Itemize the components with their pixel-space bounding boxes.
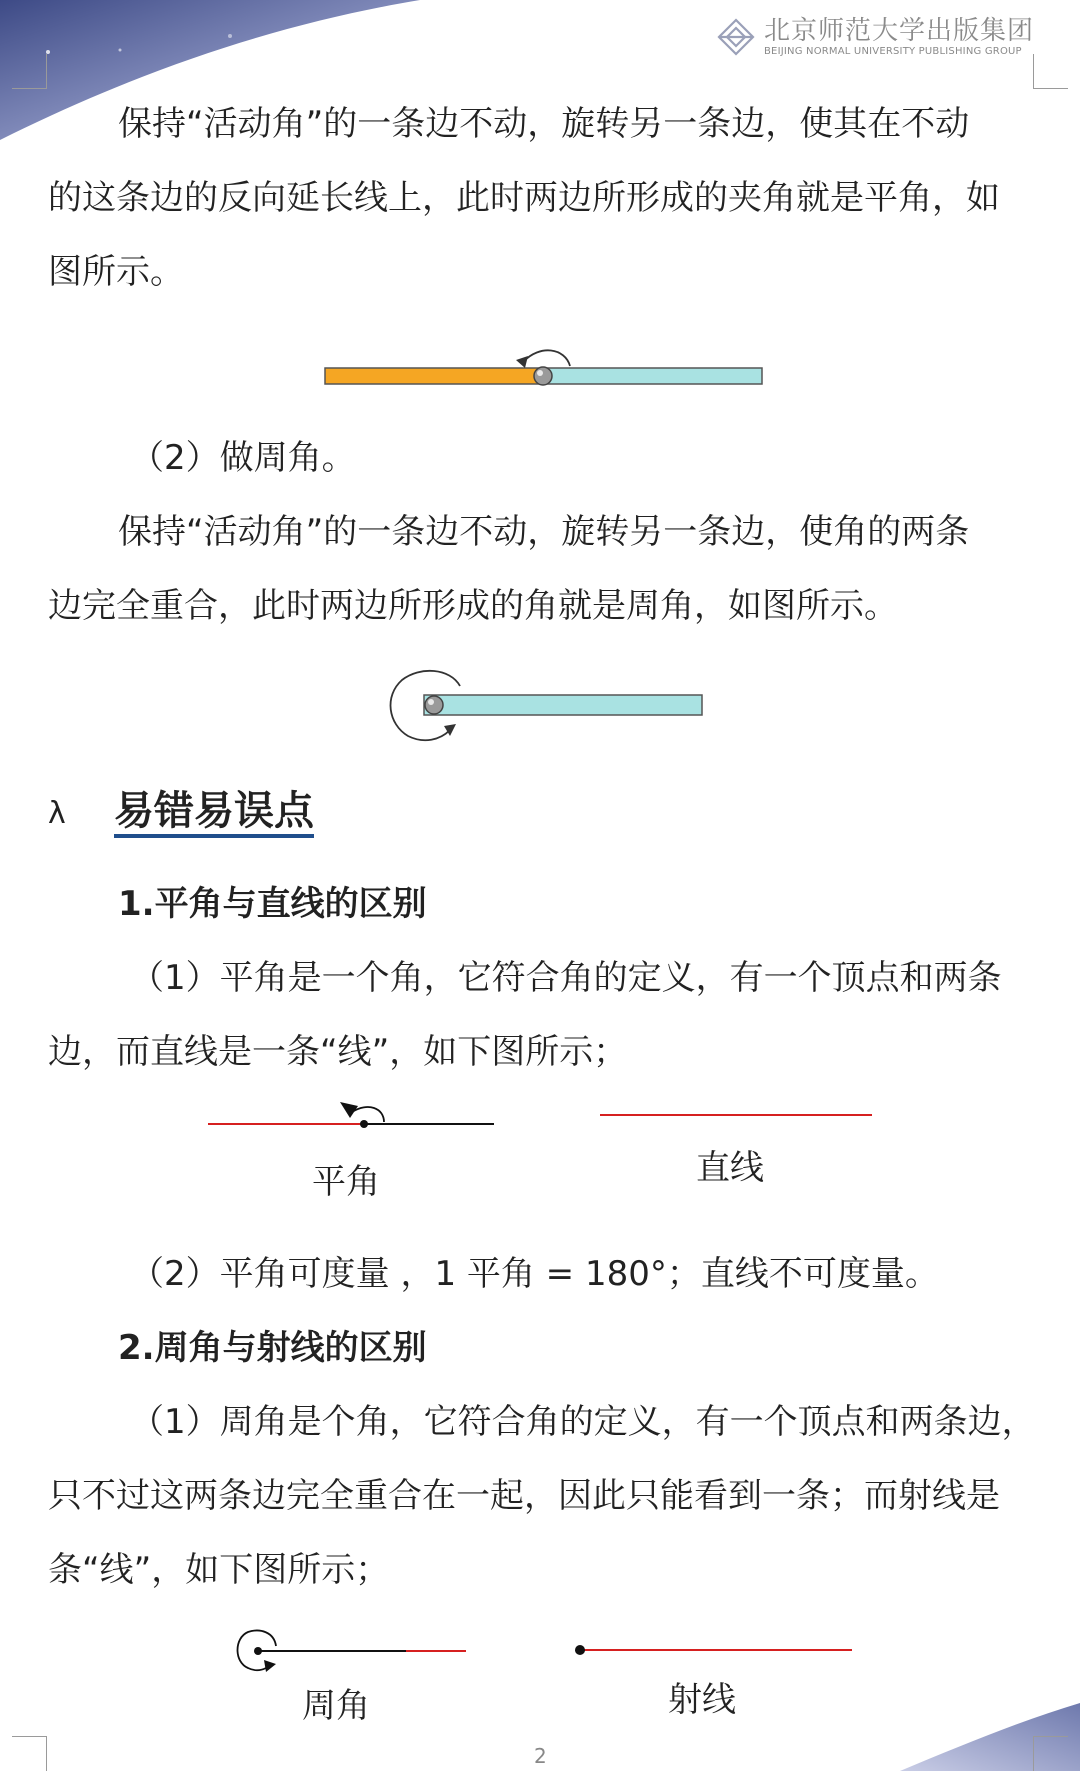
full-angle-figure: [230, 1626, 470, 1676]
paragraph-line: 保持“活动角”的一条边不动，旋转另一条边，使其在不动: [118, 104, 970, 144]
crop-mark: [1033, 54, 1068, 89]
paragraph-line: 的这条边的反向延长线上，此时两边所形成的夹角就是平角，如: [48, 178, 1000, 218]
paragraph-line: 保持“活动角”的一条边不动，旋转另一条边，使角的两条: [118, 512, 970, 552]
paragraph-line: 条“线”，如下图所示；: [48, 1550, 390, 1590]
paragraph-line: 只不过这两条边完全重合在一起，因此只能看到一条；而射线是: [48, 1476, 1000, 1516]
publisher-name-en: BEIJING NORMAL UNIVERSITY PUBLISHING GROUP: [763, 46, 1022, 57]
arrowhead-icon: [340, 1102, 358, 1118]
straight-line-figure: [596, 1110, 876, 1120]
paragraph-line: 边完全重合，此时两边所形成的角就是周角，如图所示。: [48, 586, 898, 626]
section-title: 易错易误点: [114, 788, 314, 838]
vertex: [254, 1647, 262, 1655]
paragraph-line: 边，而直线是一条“线”，如下图所示；: [48, 1032, 628, 1072]
figure-caption: 直线: [696, 1148, 764, 1188]
subsection-heading: 1.平角与直线的区别: [118, 884, 427, 924]
arrowhead-icon: [516, 356, 528, 368]
ray-endpoint: [575, 1645, 585, 1655]
ray-figure: [570, 1640, 856, 1660]
page-number: 2: [534, 1744, 547, 1768]
vertex: [360, 1120, 368, 1128]
arrowhead-icon: [264, 1660, 276, 1672]
crop-mark: [12, 1736, 47, 1771]
paragraph-line: （1）平角是一个角，它符合角的定义，有一个顶点和两条: [130, 958, 1002, 998]
rotation-arrow: [523, 350, 570, 366]
publisher-name-cn: 北京师范大学出版集团: [763, 16, 1034, 46]
item-heading: （2）做周角。: [130, 438, 356, 478]
cyan-bar: [424, 695, 702, 715]
pivot-joint: [425, 696, 443, 714]
paragraph-line: （1）周角是个角，它符合角的定义，有一个顶点和两条边，: [130, 1402, 1036, 1442]
subsection-heading: 2.周角与射线的区别: [118, 1328, 427, 1368]
full-angle-bar-figure: [380, 664, 710, 744]
straight-angle-figure: [200, 1090, 500, 1130]
section-bullet: λ: [48, 796, 66, 831]
cyan-bar: [543, 368, 762, 384]
figure-caption: 周角: [302, 1686, 370, 1726]
figure-caption: 射线: [668, 1680, 736, 1720]
publisher-logo-icon: [716, 17, 756, 57]
crop-mark: [12, 54, 47, 89]
pivot-joint: [534, 367, 552, 385]
crop-mark: [1033, 1736, 1068, 1771]
straight-angle-bars-figure: [320, 340, 770, 390]
orange-bar: [325, 368, 543, 384]
paragraph-line: 图所示。: [48, 252, 184, 292]
paragraph-line: （2）平角可度量 ，1 平角 = 180°；直线不可度量。: [130, 1254, 939, 1294]
publisher-logo: [716, 14, 1034, 60]
figure-caption: 平角: [312, 1162, 380, 1202]
rotation-arrow: [352, 1107, 384, 1122]
